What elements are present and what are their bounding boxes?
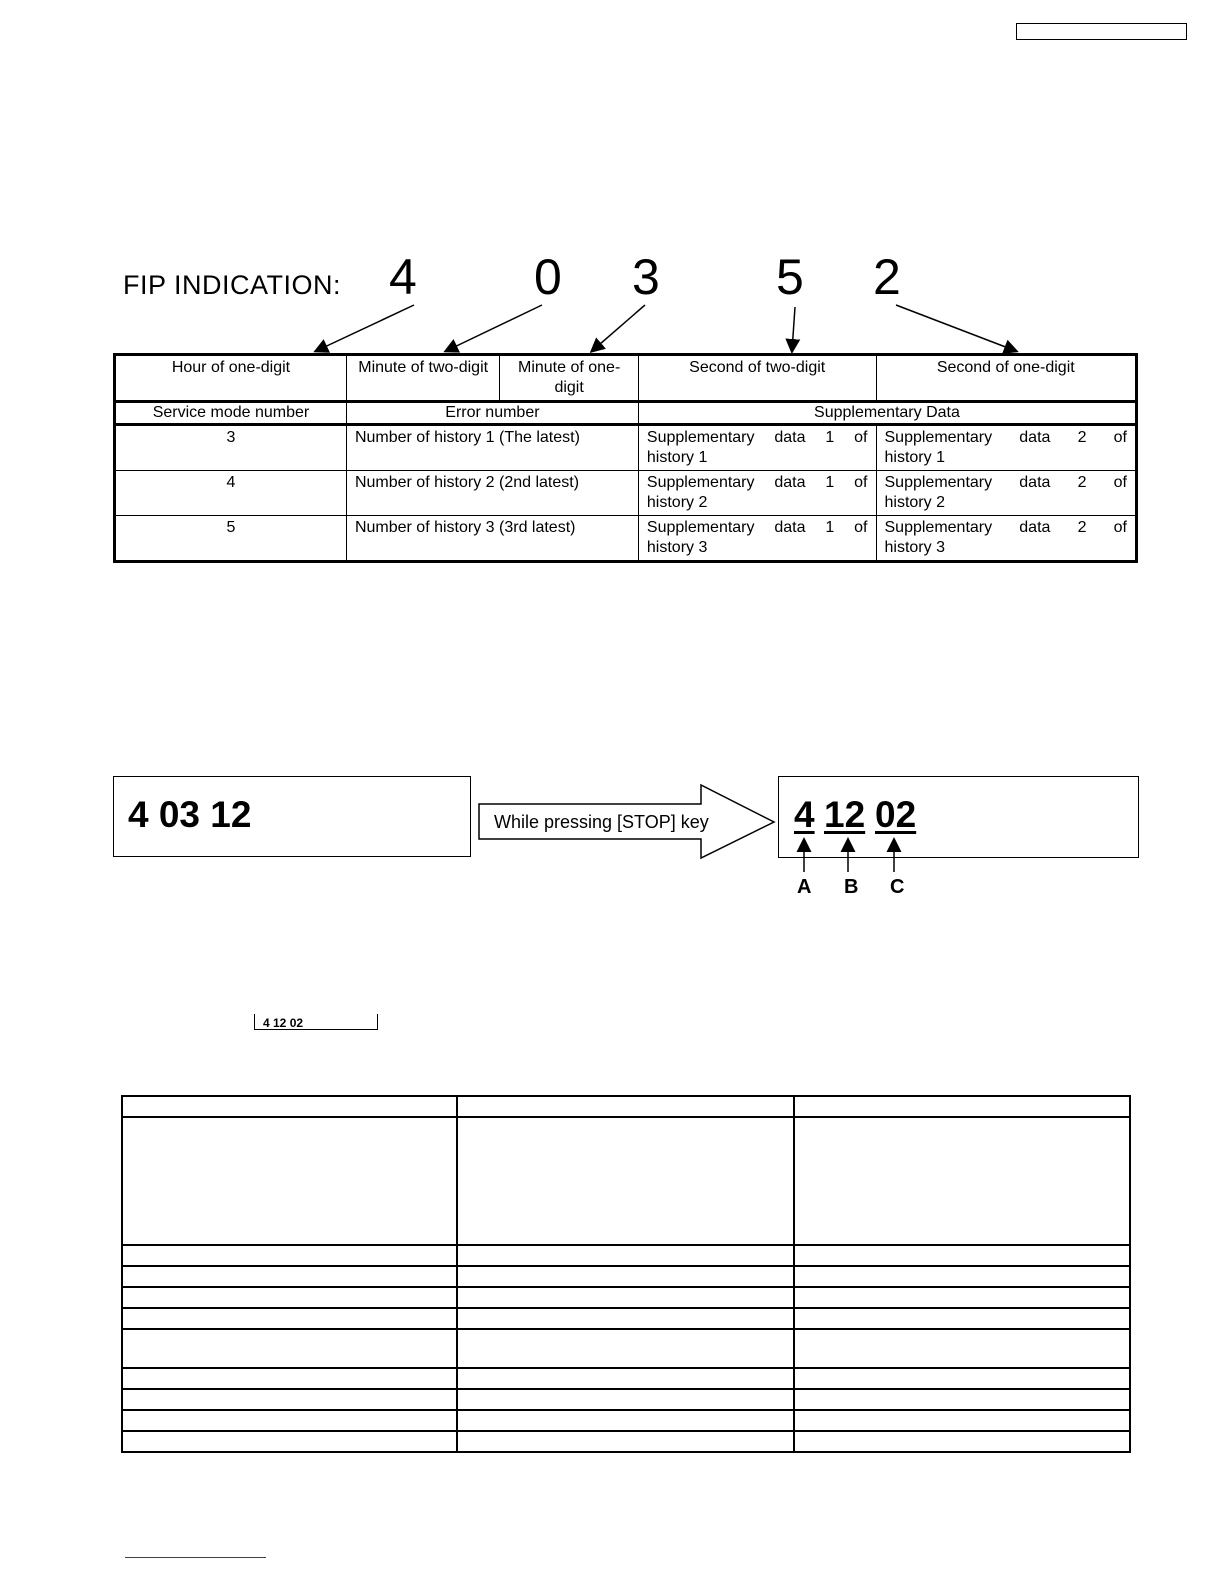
fip-table <box>113 353 1138 563</box>
fip-digit-4: 5 <box>776 249 804 305</box>
label-c: C <box>890 876 905 898</box>
supp2-cell: Supplementary data 2 of history 2 <box>876 471 1137 516</box>
segment-pointer-arrows <box>780 834 920 874</box>
mini-display-value: 4 12 02 <box>263 1016 304 1030</box>
supp2-cell: Supplementary data 2 of history 1 <box>876 425 1137 471</box>
fip-digit-3: 3 <box>632 249 660 305</box>
header-second-one-digit: Second of one-digit <box>876 355 1137 402</box>
error-cell: Number of history 2 (2nd latest) <box>346 471 638 516</box>
label-b: B <box>844 876 859 898</box>
table-row <box>115 471 1137 516</box>
mode-cell: 5 <box>115 516 347 562</box>
display-after-segment-b: 12 <box>824 794 866 835</box>
header-hour-one-digit: Hour of one-digit <box>115 355 347 402</box>
header-minute-two-digit: Minute of two-digit <box>346 355 499 402</box>
header-minute-one-digit: Minute of one-digit <box>500 355 639 402</box>
fip-digit-2: 0 <box>534 249 562 305</box>
label-a: A <box>797 876 812 898</box>
display-before-value: 4 03 12 <box>128 794 252 835</box>
subheader-service-mode: Service mode number <box>115 402 347 425</box>
display-after-segment-c: 02 <box>875 794 917 835</box>
error-cell: Number of history 1 (The latest) <box>346 425 638 471</box>
fip-digit-5: 2 <box>873 249 901 305</box>
fip-indication-label: FIP INDICATION: <box>123 270 342 300</box>
display-after-segment-a: 4 <box>794 794 815 835</box>
error-cell: Number of history 3 (3rd latest) <box>346 516 638 562</box>
table-row <box>115 425 1137 471</box>
fip-pointer-arrows <box>0 0 1224 360</box>
empty-grid-table <box>121 1095 1131 1453</box>
supp1-cell: Supplementary data 1 of history 1 <box>638 425 876 471</box>
footer-link-line <box>125 1557 266 1558</box>
supp2-cell: Supplementary data 2 of history 3 <box>876 516 1137 562</box>
fip-digit-1: 4 <box>389 249 417 305</box>
subheader-supplementary-data: Supplementary Data <box>638 402 1136 425</box>
supp1-cell: Supplementary data 1 of history 3 <box>638 516 876 562</box>
supp1-cell: Supplementary data 1 of history 2 <box>638 471 876 516</box>
stop-key-arrow-label: While pressing [STOP] key <box>494 812 709 832</box>
subheader-error-number: Error number <box>346 402 638 425</box>
mode-cell: 3 <box>115 425 347 471</box>
mode-cell: 4 <box>115 471 347 516</box>
header-second-two-digit: Second of two-digit <box>638 355 876 402</box>
table-row <box>115 516 1137 562</box>
